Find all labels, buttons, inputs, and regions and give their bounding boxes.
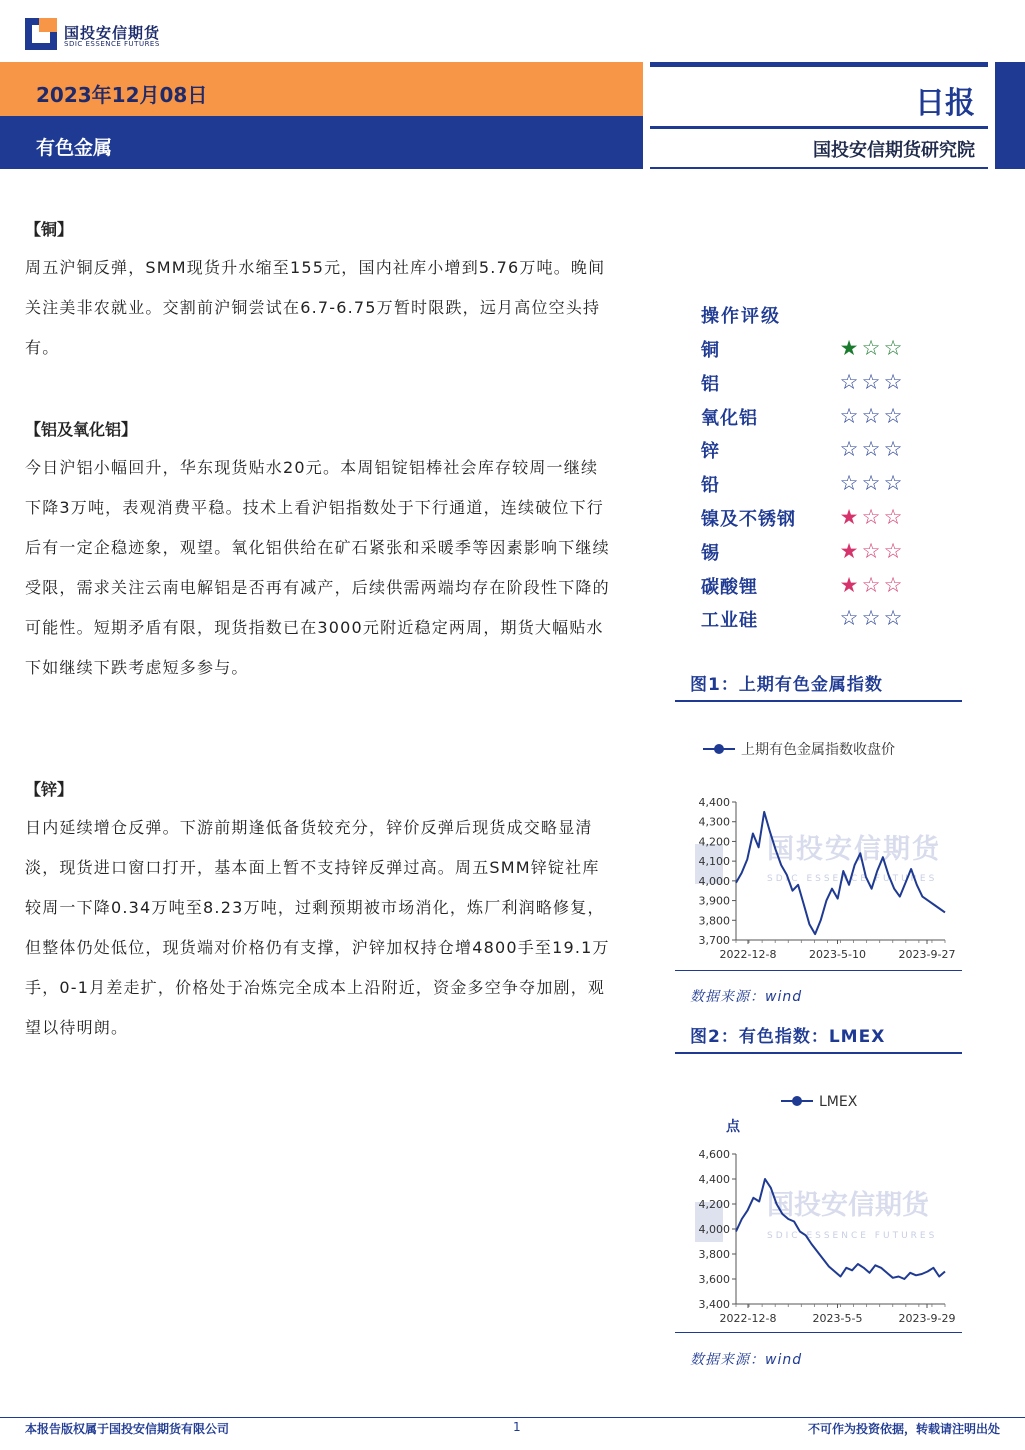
header-divider [650, 167, 988, 169]
rating-stars [838, 506, 904, 528]
watermark-english-text: SDIC ESSENCE FUTURES [767, 1231, 938, 1241]
star-empty-icon: ☆ [861, 471, 881, 495]
star-empty-icon: ☆ [861, 573, 881, 597]
star-empty-icon: ☆ [861, 437, 881, 461]
star-empty-icon: ☆ [883, 370, 903, 394]
star-filled-icon: ★ [839, 336, 859, 360]
legend-marker [714, 744, 724, 754]
rating-item-name: 氧化铝 [701, 408, 758, 429]
footer-rule [0, 1417, 1025, 1418]
footer-copyright: 本报告版权属于国投安信期货有限公司 [25, 1422, 230, 1436]
y-tick-label: 3,800 [698, 1248, 730, 1261]
logo-english-text: SDIC ESSENCE FUTURES [64, 40, 160, 48]
star-empty-icon: ☆ [883, 573, 903, 597]
y-axis-unit-label: 点 [726, 1119, 740, 1135]
y-tick-label: 4,200 [698, 1198, 730, 1211]
figure-2-bottom-rule [675, 1332, 962, 1333]
logo-text: 国投安信期货 [64, 24, 161, 42]
star-empty-icon: ☆ [883, 471, 903, 495]
star-empty-icon: ☆ [861, 370, 881, 394]
star-empty-icon: ☆ [861, 539, 881, 563]
star-empty-icon: ☆ [839, 437, 859, 461]
x-tick-label: 2022-12-8 [719, 1312, 777, 1325]
rating-item-name: 铅 [701, 475, 720, 496]
x-tick-label: 2023-9-27 [898, 948, 956, 961]
y-tick-label: 3,700 [698, 934, 730, 947]
x-tick-label: 2022-12-8 [719, 948, 777, 961]
page-number: 1 [513, 1420, 521, 1434]
figure-2-title: 图2：有色指数：LMEX [690, 1027, 886, 1047]
star-empty-icon: ☆ [861, 404, 881, 428]
legend-label: 上期有色金属指数收盘价 [741, 742, 895, 758]
rating-stars [838, 540, 904, 562]
y-tick-label: 3,800 [698, 914, 730, 928]
series-line [736, 812, 945, 934]
legend-label: LMEX [819, 1094, 858, 1110]
figure-2-source: 数据来源：wind [690, 1352, 803, 1368]
section-title-aluminium: 【铝及氧化铝】 [25, 420, 138, 439]
report-date: 2023年12月08日 [36, 83, 208, 107]
y-tick-label: 3,600 [698, 1273, 730, 1286]
star-empty-icon: ☆ [839, 606, 859, 630]
star-empty-icon: ☆ [883, 505, 903, 529]
header-divider [650, 62, 988, 67]
y-tick-label: 4,000 [698, 1223, 730, 1236]
rating-title: 操作评级 [701, 306, 781, 327]
report-category: 有色金属 [36, 137, 113, 159]
figure-1-title: 图1：上期有色金属指数 [690, 675, 883, 695]
y-tick-label: 4,400 [698, 1173, 730, 1186]
section-text-zinc: 日内延续增仓反弹。下游前期逢低备货较充分，锌价反弹后现货成交略显清淡，现货进口窗口打开，基本面上暂不支持锌反弹过高。周五SMM锌锭社库较周一下降0.34万吨至8.23万吨，过剩预期被市场消化，炼厂利润略修复，但整体仍处低位，现货端对价格仍有支撑，沪锌加权持仓增4800手至19.1万手，0-1月差走扩，价格处于冶炼完全成本上沿附近，资金多空争夺加剧，观望以待明朗。 [25, 818, 610, 1037]
legend-marker [792, 1096, 802, 1106]
section-title-copper: 【铜】 [25, 220, 74, 239]
figure-2-rule [675, 1052, 962, 1054]
rating-item-name: 铝 [701, 374, 720, 395]
figure-1-bottom-rule [675, 970, 962, 971]
section-title-zinc: 【锌】 [25, 780, 74, 799]
footer-disclaimer: 不可作为投资依据，转载请注明出处 [807, 1422, 1000, 1436]
header-divider [650, 126, 988, 129]
y-tick-label: 4,300 [698, 815, 730, 829]
star-empty-icon: ☆ [883, 336, 903, 360]
star-empty-icon: ☆ [861, 606, 881, 630]
figure-1-source: 数据来源：wind [690, 989, 803, 1005]
star-empty-icon: ☆ [883, 539, 903, 563]
rating-item-name: 碳酸锂 [701, 577, 758, 598]
y-tick-label: 3,400 [698, 1298, 730, 1311]
star-empty-icon: ☆ [861, 336, 881, 360]
report-type: 日报 [915, 86, 975, 121]
chart-legend [703, 741, 895, 758]
watermark-text: 国投安信期货 [767, 834, 941, 865]
figure-1-rule [675, 700, 962, 702]
star-empty-icon: ☆ [883, 437, 903, 461]
star-empty-icon: ☆ [883, 606, 903, 630]
header-accent-block [995, 62, 1025, 169]
star-empty-icon: ☆ [839, 370, 859, 394]
y-tick-label: 4,600 [698, 1148, 730, 1161]
star-filled-icon: ★ [839, 539, 859, 563]
section-text-aluminium: 今日沪铝小幅回升，华东现货贴水20元。本周铝锭铝棒社会库存较周一继续下降3万吨，表观消费平稳。技术上看沪铝指数处于下行通道，连续破位下行后有一定企稳迹象，观望。氧化铝供给在矿石紧张和采暖季等因素影响下继续受限，需求关注云南电解铝是否再有减产，后续供需两端均存在阶段性下降的可能性。短期矛盾有限，现货指数已在3000元附近稳定两周，期货大幅贴水下如继续下跌考虑短多参与。 [25, 458, 610, 677]
x-tick-label: 2023-9-29 [898, 1312, 956, 1325]
watermark-text: 国投安信期货 [767, 1190, 929, 1221]
rating-item-name: 工业硅 [701, 610, 758, 631]
rating-stars [838, 472, 904, 494]
company-logo-icon [25, 18, 57, 50]
rating-stars [838, 438, 904, 460]
section-text-copper: 周五沪铜反弹，SMM现货升水缩至155元，国内社库小增到5.76万吨。晚间关注美非农就业。交割前沪铜尝试在6.7-6.75万暂时限跌，远月高位空头持有。 [25, 258, 606, 357]
watermark-english-text: SDIC ESSENCE FUTURES [767, 874, 938, 884]
institute-name: 国投安信期货研究院 [813, 140, 975, 161]
x-tick-label: 2023-5-10 [809, 948, 866, 961]
y-tick-label: 3,900 [698, 894, 730, 908]
rating-item-name: 镍及不锈钢 [701, 509, 796, 530]
star-empty-icon: ☆ [883, 404, 903, 428]
y-tick-label: 4,200 [698, 835, 730, 849]
star-empty-icon: ☆ [839, 471, 859, 495]
rating-stars [838, 405, 904, 427]
rating-item-name: 铜 [701, 340, 720, 361]
y-tick-label: 4,000 [698, 874, 730, 888]
chart-legend [781, 1094, 858, 1110]
rating-stars [838, 574, 904, 596]
chart-shfe-nonferrous-index [675, 704, 965, 970]
x-tick-label: 2023-5-5 [812, 1312, 863, 1325]
star-empty-icon: ☆ [839, 404, 859, 428]
rating-stars [838, 371, 904, 393]
star-filled-icon: ★ [839, 573, 859, 597]
y-tick-label: 4,100 [698, 855, 730, 869]
rating-stars [838, 607, 904, 629]
rating-item-name: 锡 [701, 543, 720, 564]
rating-item-name: 锌 [701, 441, 720, 462]
chart-lmex-index [675, 1056, 965, 1332]
star-empty-icon: ☆ [861, 505, 881, 529]
y-tick-label: 4,400 [698, 796, 730, 809]
rating-stars [838, 337, 904, 359]
star-filled-icon: ★ [839, 505, 859, 529]
